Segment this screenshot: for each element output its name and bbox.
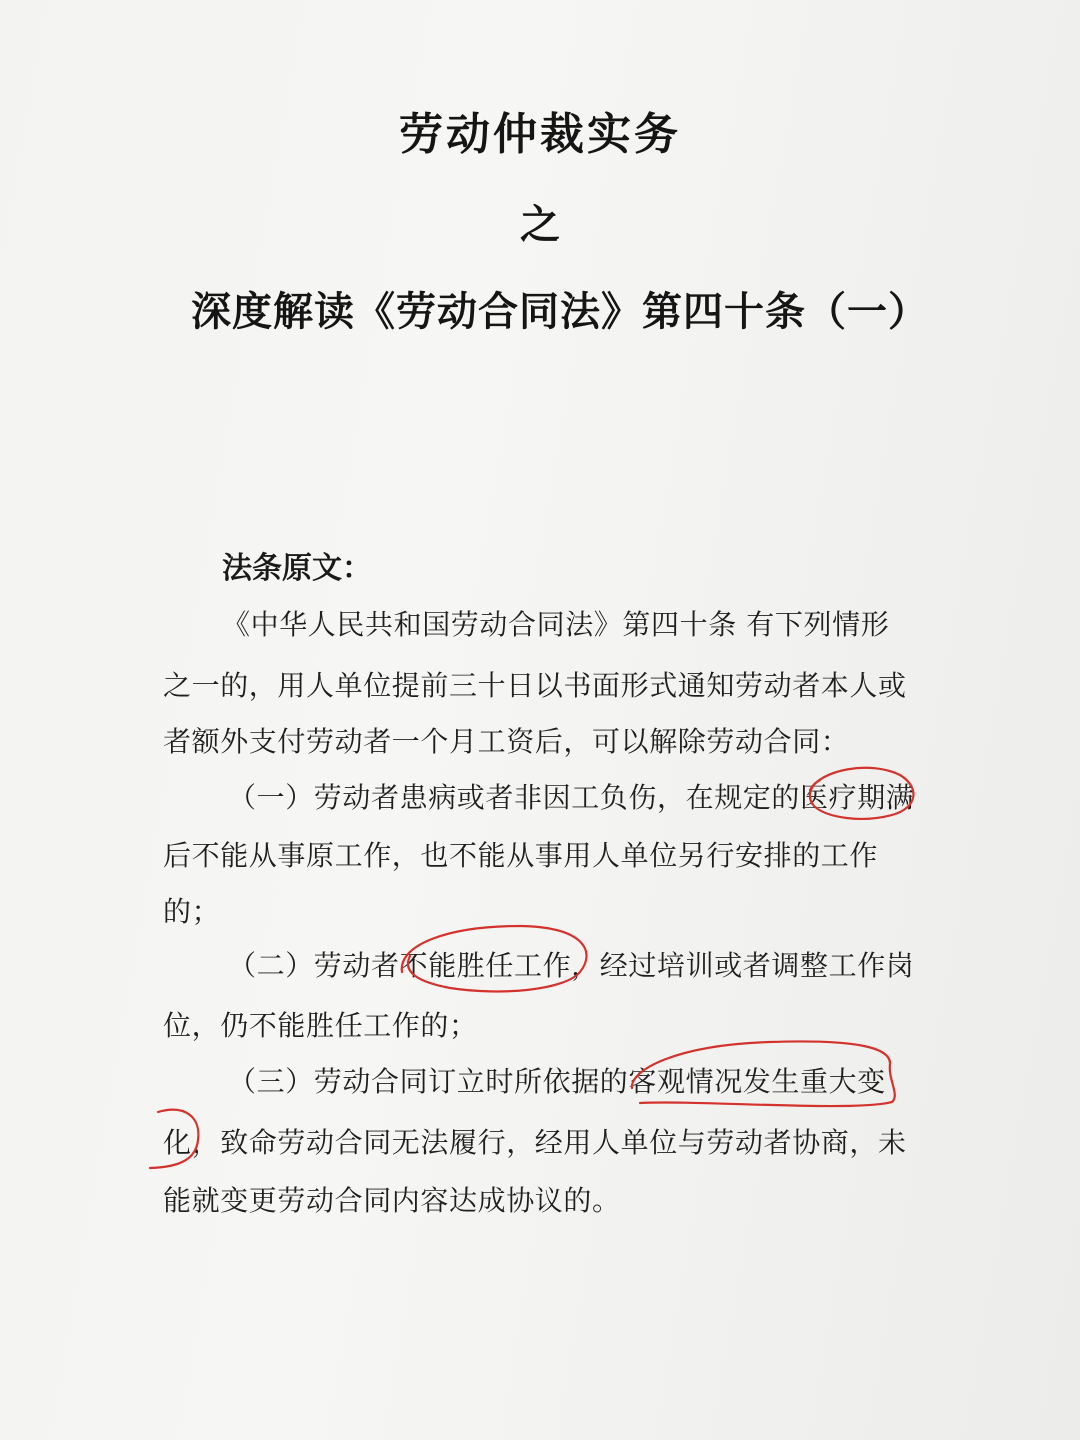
clause-2-line-2: 位，仍不能胜任工作的； (163, 1009, 478, 1042)
article-line-1: 《中华人民共和国劳动合同法》第四十条 有下列情形 (222, 608, 890, 641)
document-subtitle: 深度解读《劳动合同法》第四十条（一） (191, 288, 929, 335)
clause-3-line-2: 化，致命劳动合同无法履行，经用人单位与劳动者协商，未 (163, 1126, 907, 1159)
title-connector: 之 (520, 201, 560, 248)
clause-3-line-1: （三）劳动合同订立时所依据的客观情况发生重大变 (228, 1065, 886, 1098)
section-heading: 法条原文： (222, 551, 372, 586)
article-line-2: 之一的，用人单位提前三十日以书面形式通知劳动者本人或 (163, 669, 907, 702)
clause-2-line-1: （二）劳动者不能胜任工作，经过培训或者调整工作岗 (228, 949, 915, 982)
clause-1-line-1: （一）劳动者患病或者非因工负伤，在规定的医疗期满 (228, 781, 915, 814)
document-title: 劳动仲裁实务 (399, 109, 681, 160)
clause-1-line-2: 后不能从事原工作，也不能从事用人单位另行安排的工作 (163, 839, 879, 872)
clause-1-line-3: 的； (163, 895, 221, 928)
article-line-3: 者额外支付劳动者一个月工资后，可以解除劳动合同： (163, 725, 850, 758)
clause-3-line-3: 能就变更劳动合同内容达成协议的。 (163, 1184, 621, 1217)
